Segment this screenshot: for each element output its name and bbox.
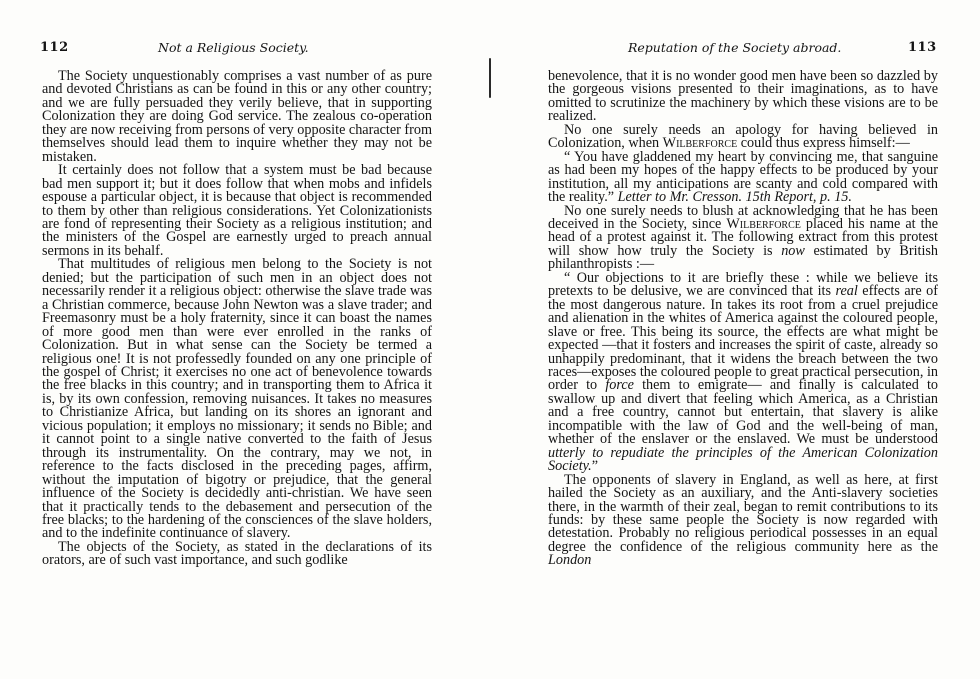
text-run: placed his name at the head of a protest against it. The following extract from this protest will show how truly the Society is [548, 215, 938, 259]
right-page-number: 113 [908, 40, 937, 55]
left-paragraph-2: It certainly does not follow that a system must be bad because bad men support it; but it does follow that when mobs and infidels espouse a particular object, it is because that object is recommended to them by other than religious considerations. Yet Colonizationists are fond of representing their Society as a religious institution; and the ministers of the Gospel are earnestly urged to preach annual sermons in its behalf. [42, 162, 432, 259]
emphasis-real: real [835, 283, 858, 300]
right-paragraph-4 [548, 471, 938, 569]
left-page-body [42, 70, 432, 568]
wilberforce-name: Wilberforce [662, 135, 738, 152]
right-running-head: Reputation of the Society abroad. [628, 40, 842, 55]
quote-citation: Letter to Mr. Cresson. 15th Report, p. 15. [617, 189, 852, 206]
emphasis-repudiate: utterly to repudiate the principles of the American Colonization Society. [548, 444, 938, 475]
left-page [0, 0, 480, 679]
right-page [500, 0, 980, 679]
wilberforce-name: Wilberforce [726, 215, 801, 232]
left-page-number: 112 [40, 40, 69, 55]
text-run: No one surely needs an apology for having believed in Colonization, when [548, 121, 938, 152]
gutter-mark [489, 58, 491, 98]
right-paragraph-3 [548, 202, 939, 273]
left-running-head: Not a Religious Society. [158, 40, 309, 55]
right-page-body [548, 70, 938, 568]
text-run: estimated by British philanthropists :— [548, 242, 939, 273]
text-run: “ Our objections to it are briefly these : while we believe its pretexts to be delusive, we are convinced that its [548, 269, 938, 300]
quote-protest [548, 269, 938, 475]
text-run: The opponents of slavery in England, as well as here, at first hailed the Society as an auxiliary, and the Anti-slavery societies there, in the warmth of their zeal, began to remit contributions to its funds: by these same people the Society is now regarded with detestation. Probably no religious periodical possesses in an equal degree the confidence of the religious community here as the [548, 471, 938, 555]
closing-quote: ” [591, 458, 599, 475]
text-run: them to emigrate— and finally is calculated to swallow up and divert that feeling which America, as a Christian and a free country, cannot but entertain, that slavery is alike incompatible with the law of God and the well-being of man, whether of the enslaver or the enslaved. We must be understood [548, 377, 938, 448]
emphasis-force: force [605, 377, 634, 394]
left-paragraph-1: The Society unquestionably comprises a vast number of as pure and devoted Christians as can be found in this or any other country; and we are fully persuaded they verily believe, that in supporting Colonization they are doing God service. The zealous co-operation they are now receiving from persons of very opposite character from themselves should lead them to inquire whether they may not be mistaken. [42, 68, 433, 165]
quote-wilberforce [548, 148, 938, 206]
emphasis-now: now [781, 242, 805, 259]
right-paragraph-1: benevolence, that it is no wonder good men have been so dazzled by the gorgeous visions presented to their imaginations, as to have omitted to scrutinize the machinery by which these visions are to be realized. [548, 68, 938, 125]
left-paragraph-4: The objects of the Society, as stated in the declarations of its orators, are of such vast importance, and such godlike [42, 538, 432, 569]
text-run: could thus express himself:— [737, 135, 910, 152]
quote-text: “ You have gladdened my heart by convincing me, that sanguine as had been my hopes of the happy effects to be produced by your institution, all my anticipations are scanty and cold compared with the reality.” [548, 148, 938, 206]
left-paragraph-3: That multitudes of religious men belong to the Society is not denied; but the participation of such men in an object does not necessarily render it a religious object: otherwise the slave trade was a Christian commerce, because John Newton was a slave trader; and Freemasonry must be a holy fraternity, since it can boast the names of more good men than were ever enrolled in the ranks of Colonization. But in what sense can the Society be termed a religious one! It is not professedly founded on any one principle of the gospel of Christ; it exercises no one act of benevolence towards the free blacks in this country; and in transporting them to Africa it is, by its own confession, removing nuisances. It takes no measures to Christianize Africa, but landing on its shores an ignorant and vicious population; it employs no missionary; it sends no Bible; and it cannot point to a single native converted to the faith of Jesus through its instrumentality. On the contrary, may we not, in reference to the facts disclosed in the preceding pages, affirm, without the imputation of bigotry or prejudice, that the general influence of the Society is decidedly anti-christian. We have seen that it practically tends to the debasement and persecution of the free blacks; to the hardening of the consciences of the slave holders, and to the indefinite continuance of slavery. [42, 256, 432, 542]
right-paragraph-2 [548, 121, 938, 152]
text-run: No one surely needs to blush at acknowledging that he has been deceived in the Society, since [548, 202, 938, 232]
text-run: effects are of the most dangerous nature. In takes its root from a cruel prejudice and alienation in the whites of America against the coloured people, slave or free. This being its source, the effects are what might be expected —that it fosters and increases the spirit of caste, already so unhappily predominant, that it widens the breach between the two races—exposes the coloured people to great practical persecution, in order to [548, 283, 938, 394]
emphasis-london: London [548, 552, 592, 569]
